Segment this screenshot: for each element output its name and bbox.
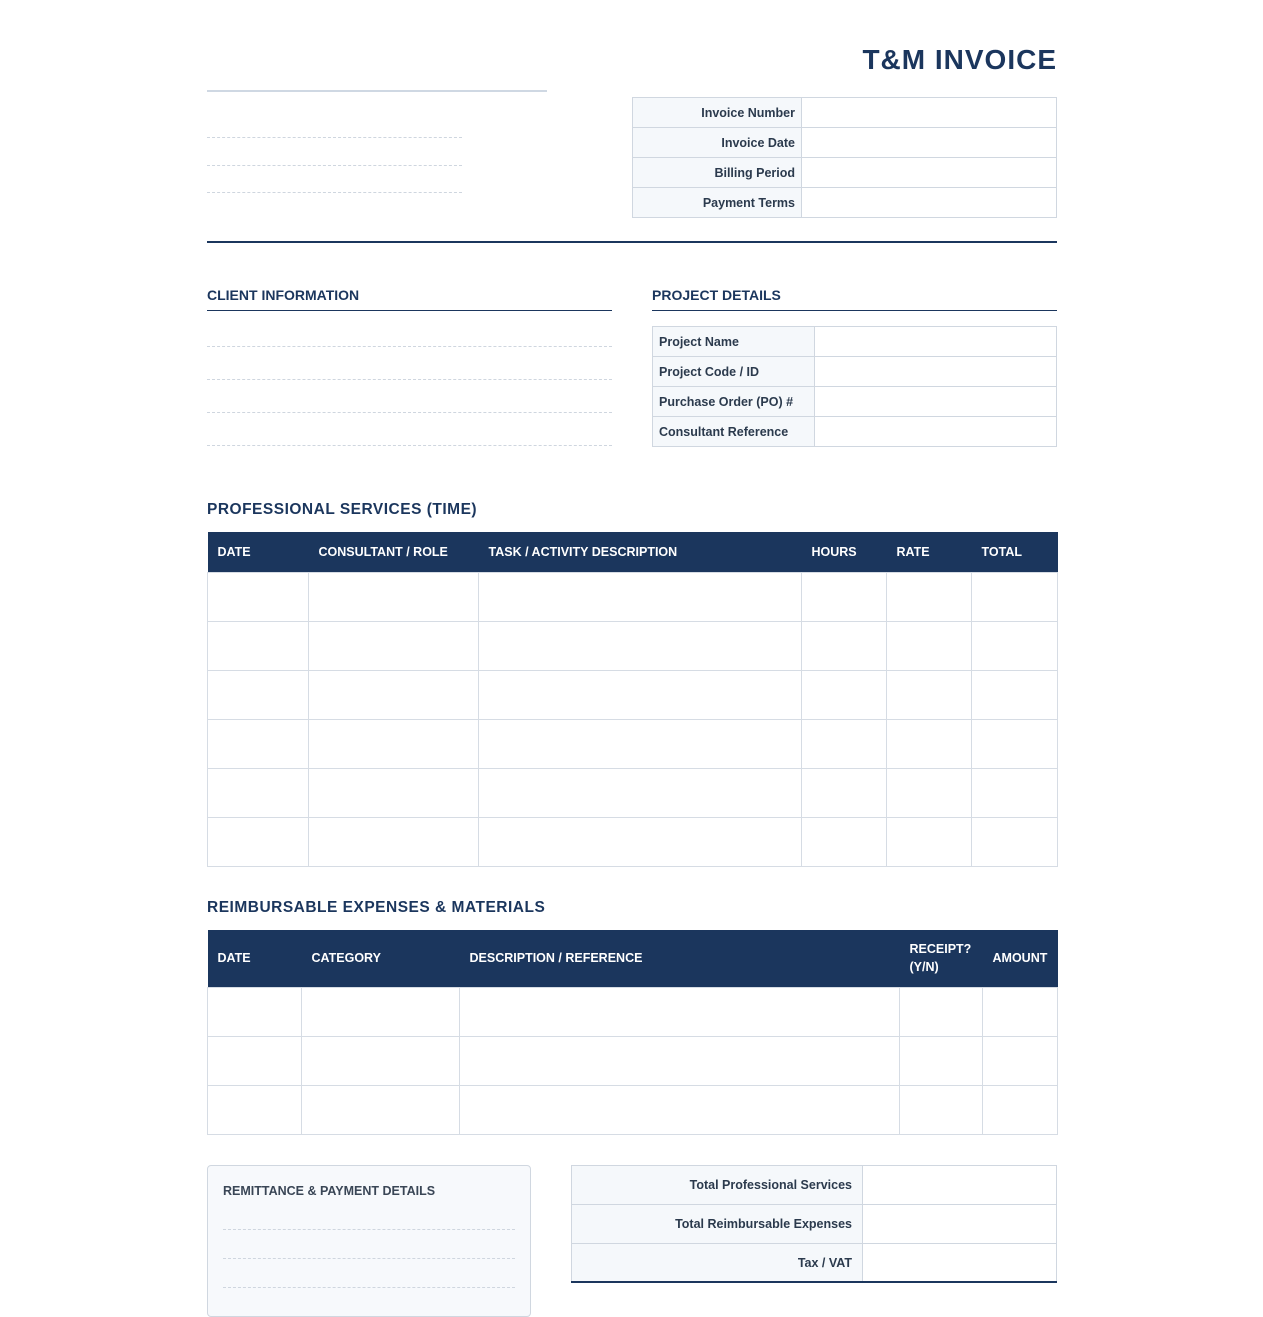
- totals-label: Total Reimbursable Expenses: [572, 1205, 863, 1244]
- services-cell[interactable]: [479, 572, 802, 621]
- project-name-field[interactable]: [815, 327, 1057, 357]
- services-cell[interactable]: [972, 670, 1058, 719]
- project-row: [653, 387, 1057, 417]
- company-address-line[interactable]: [207, 165, 462, 166]
- expenses-table: [207, 930, 1058, 1135]
- expenses-heading: REIMBURSABLE EXPENSES & MATERIALS: [207, 899, 546, 916]
- project-label: Purchase Order (PO) #: [653, 387, 815, 417]
- services-cell[interactable]: [887, 719, 972, 768]
- project-row: [653, 417, 1057, 447]
- purchase-order-field[interactable]: [815, 387, 1057, 417]
- services-cell[interactable]: [479, 670, 802, 719]
- services-cell[interactable]: [887, 768, 972, 817]
- services-cell[interactable]: [208, 817, 309, 866]
- services-cell[interactable]: [309, 817, 479, 866]
- project-details-table: [652, 326, 1057, 447]
- services-cell[interactable]: [802, 719, 887, 768]
- services-cell[interactable]: [887, 670, 972, 719]
- col-description-reference: DESCRIPTION / REFERENCE: [460, 930, 900, 987]
- services-cell[interactable]: [972, 817, 1058, 866]
- services-cell[interactable]: [887, 817, 972, 866]
- invoice-title: T&M INVOICE: [862, 44, 1057, 75]
- expenses-body: [208, 987, 1058, 1134]
- totals-label: Total Professional Services: [572, 1166, 863, 1205]
- services-cell[interactable]: [479, 768, 802, 817]
- services-row: [208, 719, 1058, 768]
- services-cell[interactable]: [208, 572, 309, 621]
- col-date: DATE: [208, 532, 309, 572]
- services-table: [207, 532, 1058, 867]
- col-category: CATEGORY: [302, 930, 460, 987]
- invoice-page: [207, 0, 1057, 1296]
- totals-divider: [571, 1281, 1057, 1283]
- header-divider: [207, 241, 1057, 243]
- services-cell[interactable]: [972, 572, 1058, 621]
- project-row: [653, 327, 1057, 357]
- services-cell[interactable]: [972, 768, 1058, 817]
- expenses-row: [208, 987, 1058, 1036]
- expenses-header-row: [208, 930, 1058, 987]
- client-info-line[interactable]: [207, 412, 612, 413]
- totals-table: [571, 1165, 1057, 1283]
- expenses-cell[interactable]: [208, 1036, 302, 1085]
- services-cell[interactable]: [309, 719, 479, 768]
- total-services-field[interactable]: [863, 1166, 1057, 1205]
- services-cell[interactable]: [479, 817, 802, 866]
- client-info-line[interactable]: [207, 379, 612, 380]
- billing-period-field[interactable]: [802, 158, 1057, 188]
- expenses-cell[interactable]: [983, 1085, 1058, 1134]
- project-label: Project Code / ID: [653, 357, 815, 387]
- services-row: [208, 768, 1058, 817]
- services-cell[interactable]: [802, 768, 887, 817]
- col-receipt: RECEIPT? (Y/N): [900, 930, 983, 987]
- tax-vat-field[interactable]: [863, 1244, 1057, 1283]
- services-cell[interactable]: [479, 719, 802, 768]
- services-cell[interactable]: [309, 621, 479, 670]
- invoice-meta-table: [632, 97, 1057, 218]
- services-cell[interactable]: [802, 621, 887, 670]
- col-amount: AMOUNT: [983, 930, 1058, 987]
- col-rate: RATE: [887, 532, 972, 572]
- services-cell[interactable]: [208, 768, 309, 817]
- expenses-cell[interactable]: [983, 1036, 1058, 1085]
- client-info-heading: CLIENT INFORMATION: [207, 287, 360, 303]
- expenses-cell[interactable]: [208, 987, 302, 1036]
- client-info-rule: [207, 310, 612, 311]
- project-label: Project Name: [653, 327, 815, 357]
- meta-label: Billing Period: [633, 158, 802, 188]
- client-info-line[interactable]: [207, 445, 612, 446]
- services-cell[interactable]: [208, 719, 309, 768]
- meta-label: Payment Terms: [633, 188, 802, 218]
- services-cell[interactable]: [309, 670, 479, 719]
- services-cell[interactable]: [972, 719, 1058, 768]
- remittance-heading: REMITTANCE & PAYMENT DETAILS: [223, 1184, 436, 1198]
- expenses-cell[interactable]: [302, 987, 460, 1036]
- services-cell[interactable]: [802, 670, 887, 719]
- project-label: Consultant Reference: [653, 417, 815, 447]
- services-row: [208, 817, 1058, 866]
- company-address-line[interactable]: [207, 192, 462, 193]
- services-cell[interactable]: [208, 670, 309, 719]
- expenses-cell[interactable]: [900, 1085, 983, 1134]
- meta-label: Invoice Date: [633, 128, 802, 158]
- remittance-line[interactable]: [223, 1258, 515, 1259]
- meta-row-billing-period: [633, 158, 1057, 188]
- services-cell[interactable]: [887, 621, 972, 670]
- col-date: DATE: [208, 930, 302, 987]
- invoice-date-field[interactable]: [802, 128, 1057, 158]
- services-heading: PROFESSIONAL SERVICES (TIME): [207, 501, 478, 518]
- remittance-line[interactable]: [223, 1229, 515, 1230]
- services-body: [208, 572, 1058, 866]
- consultant-reference-field[interactable]: [815, 417, 1057, 447]
- services-header-row: [208, 532, 1058, 572]
- services-cell[interactable]: [208, 621, 309, 670]
- project-details-rule: [652, 310, 1057, 311]
- project-code-field[interactable]: [815, 357, 1057, 387]
- expenses-cell[interactable]: [302, 1036, 460, 1085]
- remittance-line[interactable]: [223, 1287, 515, 1288]
- services-row: [208, 621, 1058, 670]
- expenses-row: [208, 1036, 1058, 1085]
- project-details-heading: PROJECT DETAILS: [652, 287, 781, 303]
- services-row: [208, 670, 1058, 719]
- col-hours: HOURS: [802, 532, 887, 572]
- services-cell[interactable]: [972, 621, 1058, 670]
- expenses-cell[interactable]: [460, 1085, 900, 1134]
- expenses-cell[interactable]: [302, 1085, 460, 1134]
- payment-terms-field[interactable]: [802, 188, 1057, 218]
- expenses-cell[interactable]: [208, 1085, 302, 1134]
- meta-row-invoice-number: [633, 98, 1057, 128]
- meta-row-payment-terms: [633, 188, 1057, 218]
- col-total: TOTAL: [972, 532, 1058, 572]
- services-cell[interactable]: [802, 817, 887, 866]
- services-row: [208, 572, 1058, 621]
- totals-row: [572, 1244, 1057, 1283]
- expenses-row: [208, 1085, 1058, 1134]
- expenses-cell[interactable]: [900, 1036, 983, 1085]
- expenses-cell[interactable]: [460, 987, 900, 1036]
- expenses-cell[interactable]: [460, 1036, 900, 1085]
- meta-row-invoice-date: [633, 128, 1057, 158]
- totals-row: [572, 1205, 1057, 1244]
- total-expenses-field[interactable]: [863, 1205, 1057, 1244]
- services-cell[interactable]: [309, 572, 479, 621]
- company-name-line[interactable]: [207, 90, 547, 92]
- totals-label: Tax / VAT: [572, 1244, 863, 1283]
- project-row: [653, 357, 1057, 387]
- meta-label: Invoice Number: [633, 98, 802, 128]
- client-info-line[interactable]: [207, 346, 612, 347]
- totals-row: [572, 1166, 1057, 1205]
- remittance-box: [207, 1165, 531, 1317]
- expenses-cell[interactable]: [900, 987, 983, 1036]
- services-cell[interactable]: [479, 621, 802, 670]
- expenses-cell[interactable]: [983, 987, 1058, 1036]
- col-task-description: TASK / ACTIVITY DESCRIPTION: [479, 532, 802, 572]
- services-cell[interactable]: [887, 572, 972, 621]
- services-cell[interactable]: [802, 572, 887, 621]
- col-consultant-role: CONSULTANT / ROLE: [309, 532, 479, 572]
- services-cell[interactable]: [309, 768, 479, 817]
- invoice-number-field[interactable]: [802, 98, 1057, 128]
- company-address-line[interactable]: [207, 137, 462, 138]
